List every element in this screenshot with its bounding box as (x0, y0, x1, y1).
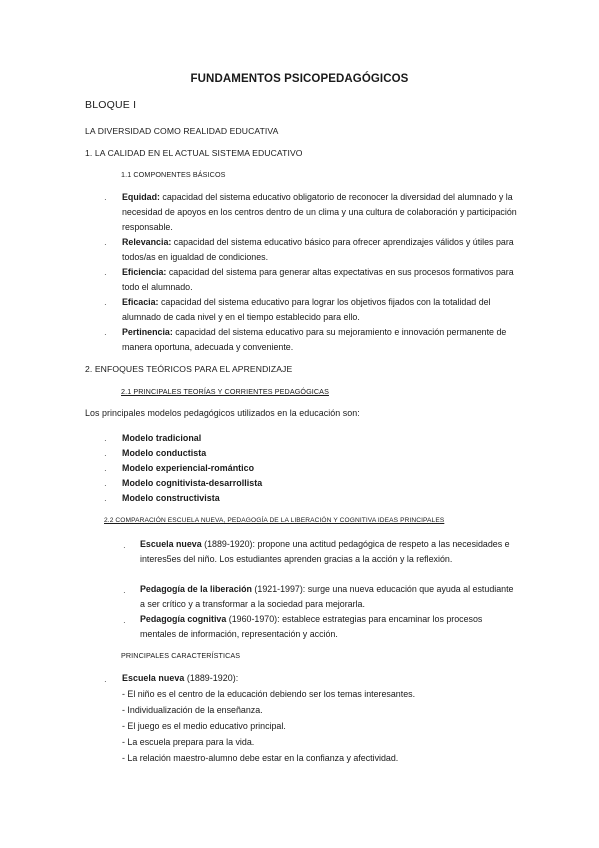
item-text: capacidad del sistema para generar altas expectativas en sus procesos formativos para todo el alumnado. (122, 267, 514, 292)
characteristic-line: - La relación maestro-alumno debe estar en la confianza y afectividad. (122, 753, 399, 763)
characteristic-line: - Individualización de la enseñanza. (122, 705, 263, 715)
item-term: Eficiencia: (122, 267, 167, 277)
list-item (122, 325, 522, 355)
item-text: capacidad del sistema educativo obligatorio de reconocer la diversidad del alumnado y la necesidad de apoyos en los centros dentro de un clima y una cultura de colaboración y participación responsable. (122, 192, 517, 232)
item-term: Equidad: (122, 192, 160, 202)
section2-subheading-1: 2.1 PRINCIPALES TEORÍAS Y CORRIENTES PEDAGÓGICAS (121, 387, 329, 396)
document-title: FUNDAMENTOS PSICOPEDAGÓGICOS (190, 73, 409, 85)
item-text: capacidad del sistema educativo para su mejoramiento e innovación permanente de manera oportuna, adecuada y conveniente. (122, 327, 507, 352)
item-term: Relevancia: (122, 237, 172, 247)
item-text: capacidad del sistema educativo básico para ofrecer aprendizajes válidos y útiles para todos/as en igualdad de condiciones. (122, 237, 514, 262)
section2-subheading-2: 2.2 COMPARACIÓN ESCUELA NUEVA, PEDAGOGÍA DE LA LIBERACIÓN Y COGNITIVA IDEAS PRINCIPALES (104, 517, 445, 524)
model-item: Modelo conductista (122, 448, 207, 458)
characteristic-line: - El juego es el medio educativo principal. (122, 721, 286, 731)
bullet: · (104, 195, 107, 204)
bullet: · (123, 543, 126, 552)
list-item (122, 295, 522, 325)
section1-subheading: 1.1 COMPONENTES BÁSICOS (121, 170, 226, 179)
bullet: · (104, 677, 107, 686)
bullet: · (104, 436, 107, 445)
bullet: · (104, 466, 107, 475)
bullet: · (104, 451, 107, 460)
bullet: · (123, 588, 126, 597)
model-item: Modelo tradicional (122, 433, 202, 443)
bullet: · (104, 330, 107, 339)
list-item (122, 190, 522, 235)
section-main-heading: LA DIVERSIDAD COMO REALIDAD EDUCATIVA (85, 126, 279, 136)
section1-heading: 1. LA CALIDAD EN EL ACTUAL SISTEMA EDUCATIVO (85, 148, 303, 158)
item-term: Eficacia: (122, 297, 159, 307)
model-item: Modelo experiencial-romántico (122, 463, 255, 473)
list-item (122, 235, 522, 265)
characteristic-line: - El niño es el centro de la educación debiendo ser los temas interesantes. (122, 689, 416, 699)
characteristics-heading: Escuela nueva (1889-1920): (122, 673, 239, 683)
bullet: · (104, 300, 107, 309)
bullet: · (123, 618, 126, 627)
bullet: · (104, 496, 107, 505)
section2-intro: Los principales modelos pedagógicos utilizados en la educación son: (85, 408, 360, 418)
block-heading: BLOQUE I (85, 99, 137, 111)
characteristic-line: - La escuela prepara para la vida. (122, 737, 255, 747)
item-text: capacidad del sistema educativo para lograr los objetivos fijados con la totalidad del alumnado de cada nivel y en el tiempo establecido para ello. (122, 297, 491, 322)
model-item: Modelo constructivista (122, 493, 220, 503)
section2-heading: 2. ENFOQUES TEÓRICOS PARA EL APRENDIZAJE (85, 364, 293, 374)
comparison-item: Pedagogía de la liberación (1921-1997): surge una nueva educación que ayuda al estudiante a ser crítico y a transformar a la sociedad para mejorarla. (140, 584, 514, 609)
item-term: Pertinencia: (122, 327, 173, 337)
bullet: · (104, 240, 107, 249)
section2-subheading-3: PRINCIPALES CARACTERÍSTICAS (121, 651, 241, 660)
list-item (122, 265, 522, 295)
comparison-item: Escuela nueva (1889-1920): propone una actitud pedagógica de respeto a las necesidades e interes5es del niño. Los estudiantes aprenden gracias a la acción y la reflexión. (140, 539, 510, 564)
bullet: · (104, 270, 107, 279)
model-item: Modelo cognitivista-desarrollista (122, 478, 263, 488)
comparison-item: Pedagogía cognitiva (1960-1970): establece estrategias para encaminar los procesos mentales de información, representación y acción. (140, 614, 483, 639)
bullet: · (104, 481, 107, 490)
